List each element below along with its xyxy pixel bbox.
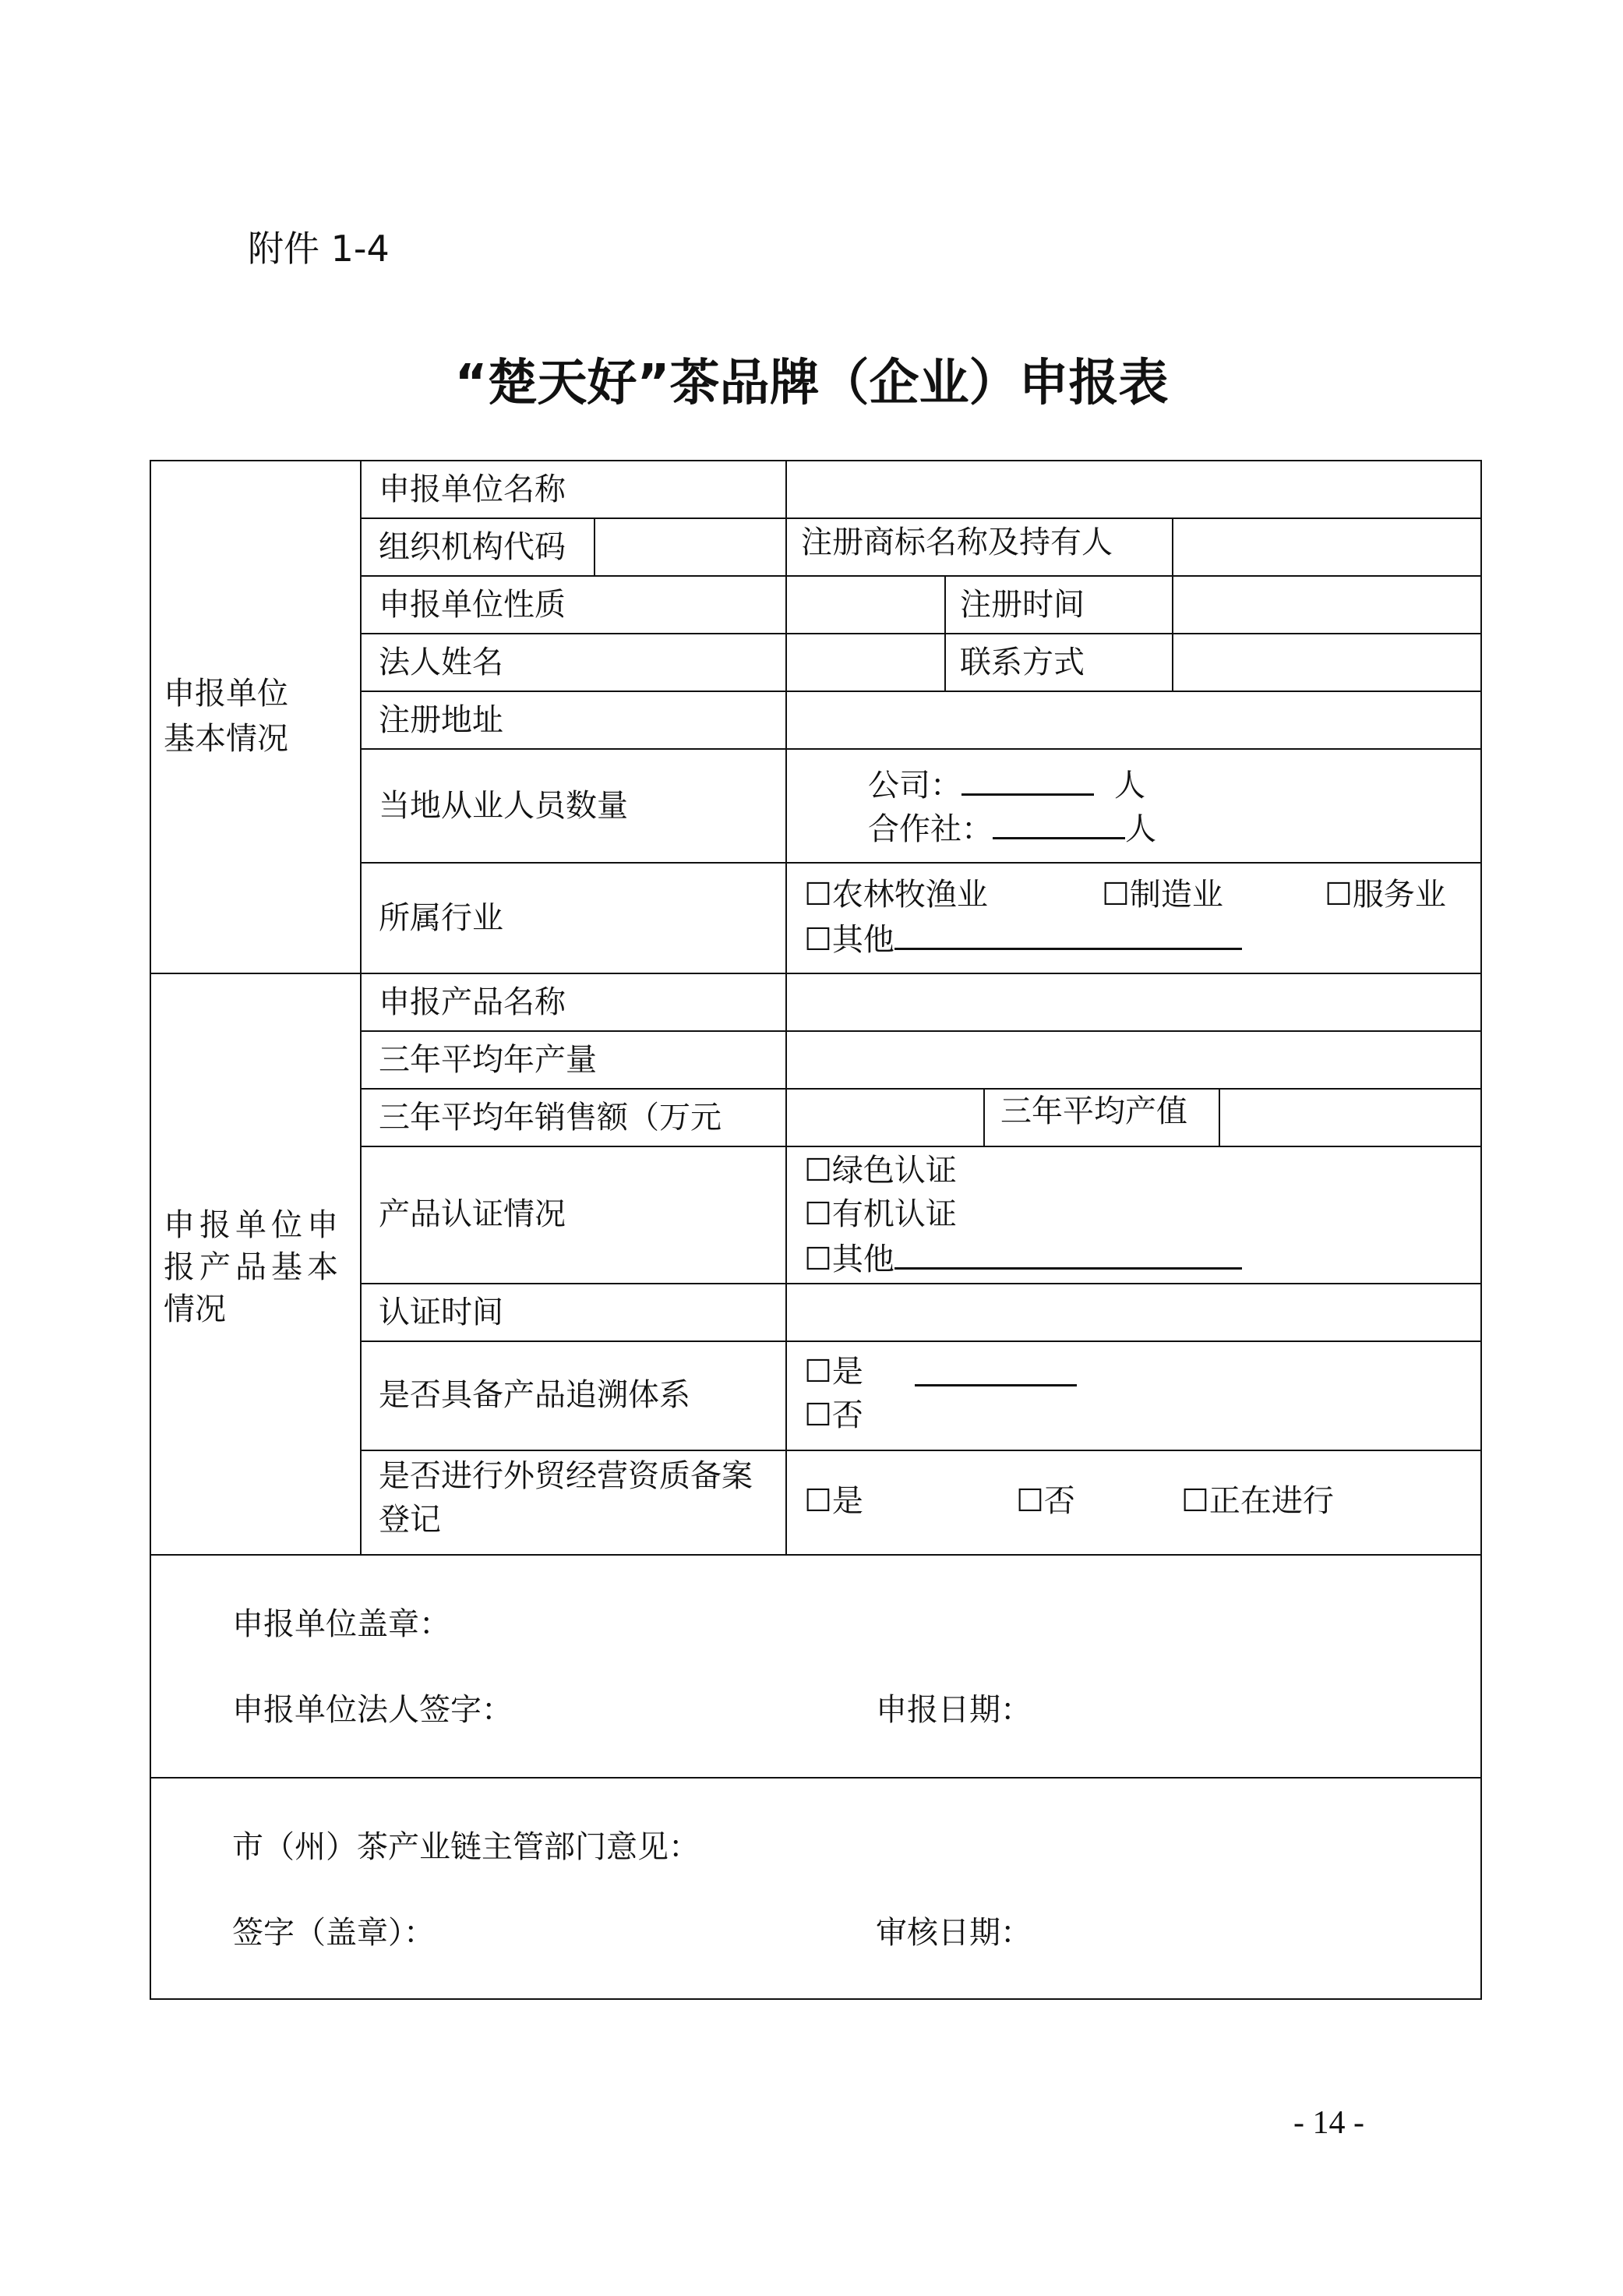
company-count-field[interactable]: [868, 762, 1145, 807]
legal-sign-label: 申报单位法人签字：: [232, 1692, 513, 1728]
trade-option-no[interactable]: ☐否: [1016, 1483, 1075, 1519]
product-name-label: 申报产品名称: [379, 984, 566, 1020]
contact-label: 联系方式: [960, 645, 1085, 680]
sign-seal-label: 签字（盖章）：: [232, 1915, 435, 1951]
cell-divider: [983, 1088, 985, 1146]
row-line: [360, 1450, 1482, 1451]
section-divider: [150, 1777, 1482, 1779]
industry-option-other[interactable]: [804, 917, 1242, 962]
industry-option-service[interactable]: ☐服务业: [1325, 877, 1446, 913]
row-line: [360, 691, 1482, 692]
avg-output-label: 三年平均年产量: [379, 1042, 597, 1078]
apply-date-label: 申报日期：: [876, 1692, 1032, 1728]
trace-label: 是否具备产品追溯体系: [379, 1377, 690, 1413]
trace-option-no[interactable]: ☐否: [804, 1397, 863, 1433]
cooperative-count-blank[interactable]: [993, 806, 1125, 839]
trade-label: 是否进行外贸经营资质备案: [379, 1458, 753, 1494]
reg-address-label: 注册地址: [379, 702, 503, 738]
unit-nature-label: 申报单位性质: [379, 587, 566, 623]
cert-other-blank[interactable]: [894, 1236, 1242, 1270]
row-line: [360, 1146, 1482, 1147]
cert-time-label: 认证时间: [379, 1295, 503, 1330]
row-line: [360, 862, 1482, 864]
industry-other-blank[interactable]: [894, 917, 1242, 950]
row-line: [360, 1088, 1482, 1090]
seal-label: 申报单位盖章：: [232, 1606, 450, 1642]
row-line: [360, 1030, 1482, 1032]
cell-divider: [594, 517, 595, 575]
attachment-label: 附件 1-4: [248, 228, 390, 270]
form-border-bottom: [150, 1998, 1482, 2000]
form-border-top: [150, 460, 1482, 461]
avg-value-label: 三年平均产值: [1000, 1093, 1187, 1129]
trace-option-yes[interactable]: ☐是: [804, 1354, 863, 1390]
review-date-label: 审核日期：: [876, 1915, 1032, 1951]
person-unit: 人: [1114, 768, 1145, 804]
section1-label: 申报单位: [164, 676, 288, 712]
cell-divider: [1172, 575, 1173, 691]
employees-label: 当地从业人员数量: [379, 788, 628, 824]
row-line: [360, 517, 1482, 519]
opinion-label: 市（州）茶产业链主管部门意见：: [232, 1829, 700, 1865]
trade-option-in-progress[interactable]: ☐正在进行: [1181, 1483, 1334, 1519]
form-border-left: [150, 460, 151, 2000]
cert-option-organic[interactable]: ☐有机认证: [804, 1196, 957, 1232]
cert-other-label: ☐其他: [804, 1242, 894, 1277]
section-divider: [150, 1554, 1482, 1556]
cell-divider: [944, 575, 946, 691]
unit-name-label: 申报单位名称: [379, 472, 566, 507]
industry-option-agri[interactable]: ☐农林牧渔业: [804, 877, 988, 913]
cooperative-count-field[interactable]: [868, 806, 1156, 851]
person-unit: 人: [1125, 811, 1156, 847]
trademark-label: 注册商标名称及持有人: [801, 525, 1113, 560]
cooperative-label: 合作社：: [868, 811, 993, 847]
company-label: 公司：: [868, 768, 961, 804]
industry-label: 所属行业: [379, 900, 503, 936]
cell-divider: [1219, 1088, 1220, 1146]
reg-time-label: 注册时间: [960, 587, 1085, 623]
col-divider: [785, 460, 787, 1556]
trade-option-yes[interactable]: ☐是: [804, 1483, 863, 1519]
cert-option-other[interactable]: [804, 1236, 1242, 1281]
company-count-blank[interactable]: [961, 762, 1094, 796]
trade-label: 登记: [379, 1502, 441, 1538]
industry-other-label: ☐其他: [804, 922, 894, 958]
page-number: - 14 -: [1293, 2105, 1364, 2141]
row-line: [360, 633, 1482, 634]
cert-option-green[interactable]: ☐绿色认证: [804, 1153, 957, 1189]
org-code-label: 组织机构代码: [379, 529, 566, 565]
section2-label: 申报单位申: [164, 1207, 343, 1243]
form-title: “楚天好”茶品牌（企业）申报表: [454, 355, 1169, 412]
row-line: [360, 1283, 1482, 1284]
col-divider: [360, 460, 362, 1556]
cell-divider: [1172, 517, 1173, 575]
section1-label: 基本情况: [164, 721, 288, 757]
avg-sales-label: 三年平均年销售额（万元: [379, 1100, 722, 1136]
section2-label: 报产品基本: [164, 1249, 343, 1285]
application-form: [150, 460, 1482, 2000]
row-line: [360, 748, 1482, 750]
certification-label: 产品认证情况: [379, 1196, 566, 1232]
row-line: [360, 575, 1482, 577]
industry-option-manufacturing[interactable]: ☐制造业: [1102, 877, 1223, 913]
section2-label: 情况: [164, 1291, 226, 1327]
trace-blank[interactable]: [915, 1384, 1077, 1386]
row-line: [360, 1341, 1482, 1342]
legal-person-label: 法人姓名: [379, 645, 503, 680]
section-divider: [150, 973, 1482, 974]
